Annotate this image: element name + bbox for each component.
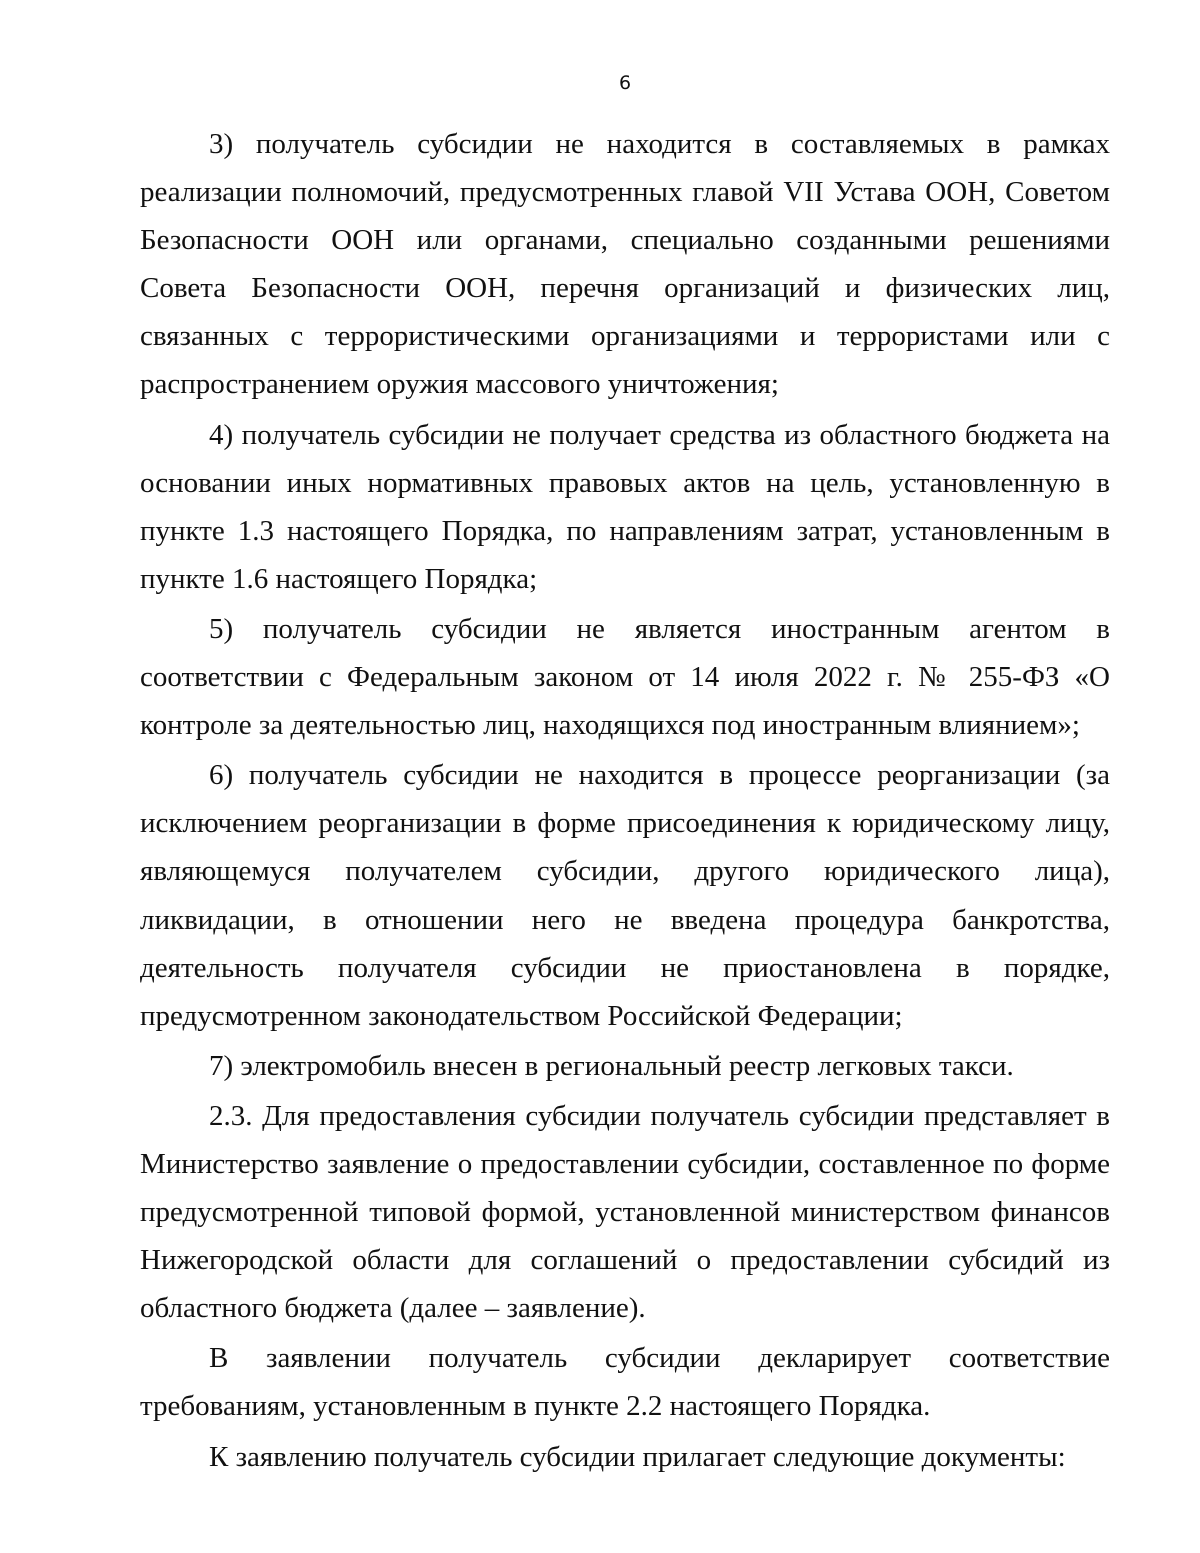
paragraph-attachments-intro: К заявлению получатель субсидии прилагает следующие документы: xyxy=(209,1440,1066,1473)
paragraph-clause-2-3: 2.3. Для предоставления субсидии получатель субсидии представляет в Министерство заявление о предоставлении субсидии, составленное по форме предусмотренной типовой формой, установленной министерством финансов Нижегородской области для соглашений о предоставлении субсидий из областного бюджета (далее – заявление). xyxy=(140,1099,1110,1325)
document-body xyxy=(140,120,1110,1483)
paragraph-item-7: 7) электромобиль внесен в региональный реестр легковых такси. xyxy=(209,1049,1014,1082)
paragraph-item-4: 4) получатель субсидии не получает средства из областного бюджета на основании иных нормативных правовых актов на цель, установленную в пункте 1.3 настоящего Порядка, по направлениям затрат, установленным в пункте 1.6 настоящего Порядка; xyxy=(140,418,1110,595)
page-number: 6 xyxy=(618,72,632,94)
paragraph-item-3: 3) получатель субсидии не находится в составляемых в рамках реализации полномочий, предусмотренных главой VII Устава ООН, Советом Безопасности ООН или органами, специально созданными решениями Совета Безопасности ООН, перечня организаций и физических лиц, связанных с террористическими организациями и террористами или с распространением оружия массового уничтожения; xyxy=(140,128,1110,401)
paragraph-declaration: В заявлении получатель субсидии декларирует соответствие требованиям, установленным в пункте 2.2 настоящего Порядка. xyxy=(140,1342,1110,1423)
paragraph-item-6: 6) получатель субсидии не находится в процессе реорганизации (за исключением реорганизации в форме присоединения к юридическому лицу, являющемуся получателем субсидии, другого юридического лица), ликвидации, в отношении него не введена процедура банкротства, деятельность получателя субсидии не приостановлена в порядке, предусмотренном законодательством Российской Федерации; xyxy=(140,759,1110,1032)
paragraph-item-5: 5) получатель субсидии не является иностранным агентом в соответствии с Федеральным законом от 14 июля 2022 г. № 255-ФЗ «О контроле за деятельностью лиц, находящихся под иностранным влиянием»; xyxy=(140,612,1110,742)
